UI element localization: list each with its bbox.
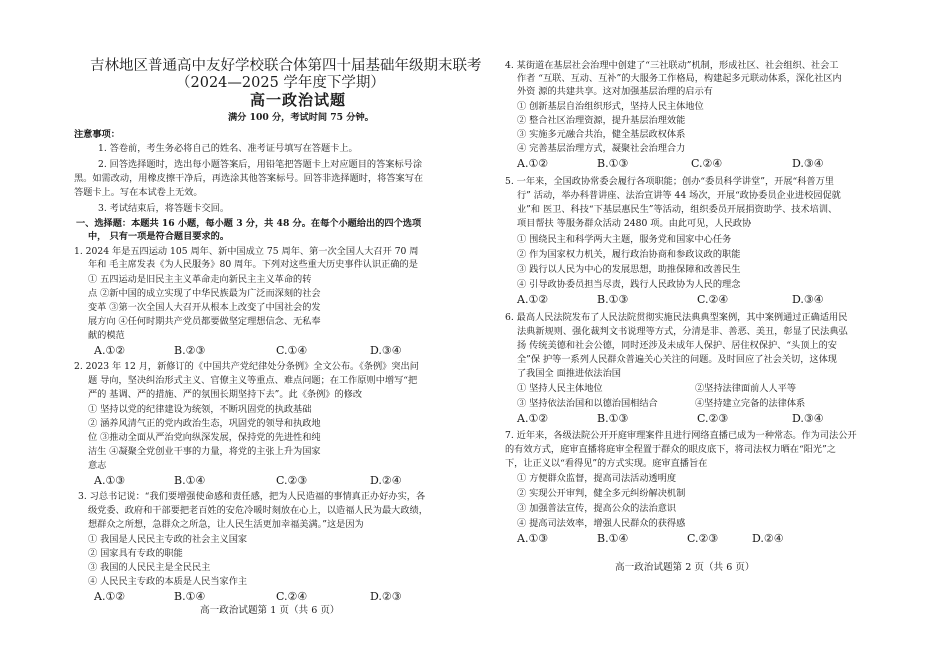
- section-heading: 一、选择题：本题共 16 小题，每小题 3 分，共 48 分。在每个小题给出的四个选项: [76, 218, 422, 229]
- q4-line: ② 整合社区治理资源，提升基层治理效能: [517, 115, 686, 126]
- section-heading: 中， 只有一项是符合题目要求的。: [88, 231, 230, 242]
- q7-line: ④ 提高司法效率，增强人民群众的获得感: [517, 518, 686, 529]
- q3-stem: 想群众之所想，急群众之所急，让人民生活更加幸福美满。”这是因为: [88, 519, 364, 530]
- q3-stem: 3. 习总书记说：“我们要增强使命感和责任感，把为人民造福的事情真正办好办实，各: [78, 491, 426, 502]
- note-line: 1. 答卷前，考生务必将自己的姓名、准考证号填写在答题卡上。: [98, 143, 358, 154]
- q3-line: ① 我国是人民民主专政的社会主义国家: [88, 534, 248, 545]
- q5-stem: 行” 活动，举办科普讲座、法治宣讲等 44 场次，开展“政协委员企业进校园促就: [517, 190, 841, 201]
- q7-option-a: A.①③: [517, 532, 549, 545]
- q3-option-b: B.①④: [174, 590, 206, 603]
- q6-stem: 6. 最高人民法院发布了人民法院贯彻实施民法典典型案例，其中案例通过正确适用民: [505, 312, 848, 323]
- q7-stem: 下，让正义以“看得见”的方式实现。庭审直播旨在: [505, 458, 708, 469]
- q5-option-c: C.②④: [697, 293, 729, 306]
- q4-option-b: B.①③: [597, 157, 629, 170]
- q4-option-d: D.③④: [792, 157, 824, 170]
- q1-stem: 1. 2024 年是五四运动 105 周年、新中国成立 75 周年、第一次全国人大召开 70 周: [74, 246, 419, 257]
- q1-line: 点 ②新中国的成立实现了中华民族最为广泛而深刻的社会: [88, 288, 321, 299]
- note-line: 黑。如需改动，用橡皮擦干净后，再选涂其他答案标号。回答非选择题时，将答案写在: [74, 173, 424, 184]
- note-line: 答题卡上。写在本试卷上无效。: [74, 187, 203, 198]
- q7-option-c: C.②③: [687, 532, 719, 545]
- q5-option-a: A.①②: [517, 293, 549, 306]
- q4-line: ④ 完善基层治理方式，凝聚社会治理合力: [517, 143, 686, 154]
- q1-option-a: A.①②: [94, 344, 126, 357]
- q6-option-a: A.①②: [517, 412, 549, 425]
- q6-stem: 全”保 护等一系列人民群众普遍关心关注的问题。及时回应了社会关切，这体现: [517, 354, 837, 365]
- q5-stem: 业”和 医卫、科技“下基层惠民生”等活动，组织委员开展捐资助学、技术培训、: [517, 204, 838, 215]
- q2-line: 洁生 ④凝聚全党创业干事的力量，将党的主张上升为国家: [88, 446, 321, 457]
- q3-option-c: C.②④: [276, 590, 308, 603]
- exam-name: 高一政治试题: [250, 91, 347, 109]
- note-line: 3. 考试结束后，将答题卡交回。: [98, 203, 230, 214]
- q2-stem: 严的 基调、严的措施、严的氛围长期坚持下去”。此《条例》的修改: [88, 389, 363, 400]
- score-time: 满分 100 分，考试时间 75 分钟。: [228, 112, 374, 123]
- q5-line: ② 作为国家权力机关，履行政治协商和参政议政的职能: [517, 249, 741, 260]
- q4-option-a: A.①②: [517, 157, 549, 170]
- q6-choice: ④坚持建立完备的法律体系: [695, 398, 806, 409]
- q7-stem: 7. 近年来，各级法院公开开庭审理案件且进行网络直播已成为一种常态。作为司法公开: [505, 430, 857, 441]
- q6-choice: ②坚持法律面前人人平等: [695, 383, 797, 394]
- q2-option-d: D.②④: [370, 474, 402, 487]
- q1-option-c: C.①④: [276, 344, 308, 357]
- q3-line: ② 国家具有专政的职能: [88, 548, 183, 559]
- q1-line: ① 五四运动是旧民主主义革命走向新民主主义革命的转: [88, 274, 312, 285]
- q6-option-c: C.②③: [697, 412, 729, 425]
- q5-option-d: D.③④: [792, 293, 824, 306]
- q2-line: 位 ③推动全面从严治党向纵深发展，保持党的先进性和纯: [88, 432, 321, 443]
- q4-line: ③ 实施多元融合共治，健全基层政权体系: [517, 129, 686, 140]
- q5-option-b: B.①③: [597, 293, 629, 306]
- q5-stem: 5. 一年来，全国政协常委会履行各项职能；创办“委员科学讲堂”，开展“科普万里: [505, 176, 834, 187]
- q7-option-b: B.①④: [597, 532, 629, 545]
- q6-stem: 了我国全 面推进依法治国: [517, 368, 621, 379]
- q6-option-b: B.①③: [597, 412, 629, 425]
- title-line-2: （2024—2025 学年度下学期）: [176, 75, 385, 91]
- q3-line: ③ 我国的人民民主是全民民主: [88, 562, 211, 573]
- q3-option-a: A.①②: [94, 590, 126, 603]
- q2-line: 意志: [88, 460, 107, 471]
- q6-option-d: D.③④: [792, 412, 824, 425]
- q5-stem: 项目帮扶 等服务群众活动 2480 项。由此可见，人民政协: [517, 218, 752, 229]
- title-line-1: 吉林地区普通高中友好学校联合体第四十届基础年级期末联考: [90, 58, 482, 74]
- q6-choice: ③ 坚持依法治国和以德治国相结合: [517, 398, 658, 409]
- q1-option-d: D.③④: [370, 344, 402, 357]
- q4-stem: 4. 某街道在基层社会治理中创建了“三社联动”机制，形成社区、社会组织、社会工: [505, 60, 839, 71]
- q7-stem: 的有效方式，庭审直播将庭审全程置于群众的眼皮底下，将司法权力晒在“阳光”之: [505, 444, 836, 455]
- note-line: 2. 回答选择题时，选出每小题答案后，用铅笔把答题卡上对应题目的答案标号涂: [98, 159, 423, 170]
- q7-line: ③ 加强普法宣传，提高公众的法治意识: [517, 503, 677, 514]
- q4-line: ① 创新基层自治组织形式，坚持人民主体地位: [517, 101, 704, 112]
- q6-stem: 扬 传统美德和社会公德，同时还涉及未成年人保护、居住权保护、“头顶上的安: [517, 340, 837, 351]
- q5-line: ④ 引导政协委员担当尽责，践行人民政协为人民的理念: [517, 279, 741, 290]
- q1-stem: 年和 毛主席发表《为人民服务》80 周年。下列对这些重大历史事件认识正确的是: [88, 259, 418, 270]
- q2-stem: 2. 2023 年 12 月，新修订的《中国共产党纪律处分条例》全文公布。《条例》突出问: [74, 361, 419, 372]
- q2-option-a: A.①③: [94, 474, 126, 487]
- q1-option-b: B.②③: [174, 344, 206, 357]
- page-footer: 高一政治试题第 2 页（共 6 页）: [615, 562, 755, 573]
- q3-stem: 级党委、政府和干部要把老百姓的安危冷暖时刻放在心上，以造福人民为最大政绩，: [88, 505, 428, 516]
- q5-line: ③ 践行以人民为中心的发展思想，助推保障和改善民生: [517, 264, 741, 275]
- q7-line: ② 实现公开审判，健全多元纠纷解决机制: [517, 488, 686, 499]
- notes-heading: 注意事项：: [74, 129, 120, 140]
- q2-stem: 题 导向，坚决纠治形式主义、官僚主义等重点、难点问题；在工作原则中增写“把: [88, 375, 418, 386]
- q1-line: 展方向 ④任何时期共产党员都要做坚定理想信念、无私奉: [88, 316, 321, 327]
- q1-line: 献的模范: [88, 330, 125, 341]
- q1-line: 变革 ③第一次全国人大召开从根本上改变了中国社会的发: [88, 302, 321, 313]
- q6-choice: ① 坚持人民主体地位: [517, 383, 603, 394]
- q2-line: ② 涵养风清气正的党内政治生态，巩固党的领导和执政地: [88, 418, 321, 429]
- q2-line: ① 坚持以党的纪律建设为统领，不断巩固党的执政基础: [88, 404, 312, 415]
- q3-option-d: D.②③: [370, 590, 402, 603]
- q2-option-b: B.①④: [174, 474, 206, 487]
- page-footer: 高一政治试题第 1 页（共 6 页）: [200, 605, 340, 616]
- q4-stem: 外资 源的共建共享。这对加强基层治理的启示有: [517, 86, 713, 97]
- q5-line: ① 围绕民主和科学两大主题，服务党和国家中心任务: [517, 234, 732, 245]
- q7-option-d: D.②④: [752, 532, 784, 545]
- q3-line: ④ 人民民主专政的本质是人民当家作主: [88, 576, 248, 587]
- q7-line: ① 方便群众监督，提高司法活动透明度: [517, 473, 677, 484]
- q4-stem: 作者 “互联、互动、互补”的大服务工作格局，构建起多元联动体系，深化社区内: [517, 73, 842, 84]
- q6-stem: 法典新规则、强化裁判文书说理等方式，分清是非、善恶、美丑，彰显了民法典弘: [517, 326, 848, 337]
- q4-option-c: C.②④: [691, 157, 723, 170]
- q2-option-c: C.②③: [276, 474, 308, 487]
